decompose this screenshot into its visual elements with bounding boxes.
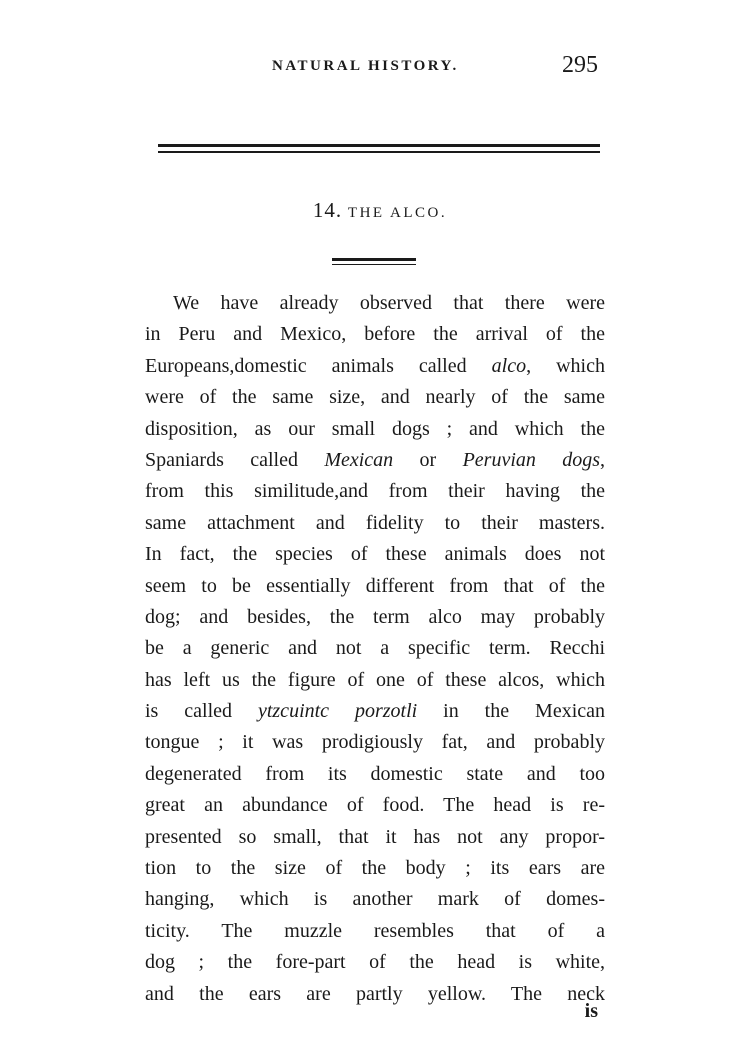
text-line	[145, 351, 605, 382]
section-title: THE ALCO.	[347, 205, 448, 221]
text-run: disposition, as our small dogs ; and which the	[145, 417, 605, 440]
text-line	[145, 727, 605, 758]
text-line	[145, 288, 605, 319]
text-line	[145, 947, 605, 978]
text-line	[145, 445, 605, 476]
text-run: and the ears are partly yellow. The neck	[145, 982, 605, 1005]
section-heading	[160, 198, 600, 223]
italic-run: Mexican	[324, 448, 394, 471]
text-run: presented so small, that it has not any propor-	[145, 825, 605, 848]
text-run: same attachment and fidelity to their masters.	[145, 511, 605, 534]
text-run: Europeans,domestic animals called	[145, 354, 492, 377]
text-line	[145, 319, 605, 350]
text-run: from this similitude,and from their having the	[145, 480, 605, 503]
text-run: tongue ; it was prodigiously fat, and probably	[145, 731, 605, 754]
section-rule-thick	[332, 258, 416, 261]
text-line	[145, 476, 605, 507]
text-line	[145, 539, 605, 570]
text-run: We have already observed that there were	[173, 292, 605, 314]
italic-run: Peruvian dogs	[462, 448, 601, 471]
running-title: NATURAL HISTORY.	[272, 58, 459, 74]
text-line	[145, 665, 605, 696]
text-line	[145, 382, 605, 413]
catchword: is	[584, 1000, 598, 1022]
text-run: In fact, the species of these animals does not	[145, 543, 605, 566]
text-line	[145, 853, 605, 884]
text-line	[145, 822, 605, 853]
text-line	[145, 414, 605, 445]
text-line	[145, 696, 605, 727]
text-run: ,	[600, 448, 606, 471]
header-rule-thick	[158, 144, 600, 147]
text-run: degenerated from its domestic state and too	[145, 762, 605, 785]
text-run: seem to be essentially different from that of the	[145, 574, 605, 597]
section-number: 14.	[312, 198, 343, 222]
text-line	[145, 759, 605, 790]
text-run: were of the same size, and nearly of the same	[145, 386, 605, 409]
text-run: in the Mexican	[417, 700, 606, 723]
running-head	[160, 52, 600, 82]
text-run: in Peru and Mexico, before the arrival of the	[145, 323, 605, 346]
text-run: dog ; the fore-part of the head is white,	[145, 951, 605, 974]
text-line	[145, 884, 605, 915]
text-run: is called	[145, 700, 258, 723]
text-run: , which	[526, 354, 605, 377]
text-run: great an abundance of food. The head is re-	[145, 794, 605, 817]
text-run: dog; and besides, the term alco may probably	[145, 605, 605, 628]
text-line	[145, 916, 605, 947]
text-line	[145, 790, 605, 821]
text-line	[145, 602, 605, 633]
text-line	[145, 633, 605, 664]
text-run: or	[393, 448, 463, 471]
header-rule-thin	[158, 151, 600, 153]
italic-run: alco	[491, 354, 527, 377]
page-number: 295	[562, 52, 598, 78]
text-run: hanging, which is another mark of domes-	[145, 888, 605, 911]
section-rule-thin	[332, 264, 416, 265]
text-run: has left us the figure of one of these alcos, which	[145, 668, 605, 691]
body-paragraph	[145, 288, 605, 1010]
text-run: tion to the size of the body ; its ears are	[145, 857, 605, 880]
text-line	[145, 508, 605, 539]
text-run: Spaniards called	[145, 448, 325, 471]
text-line	[145, 979, 605, 1010]
italic-run: ytzcuintc porzotli	[257, 700, 418, 723]
text-line	[145, 571, 605, 602]
text-run: be a generic and not a specific term. Recchi	[145, 637, 605, 660]
text-run: ticity. The muzzle resembles that of a	[145, 919, 605, 942]
